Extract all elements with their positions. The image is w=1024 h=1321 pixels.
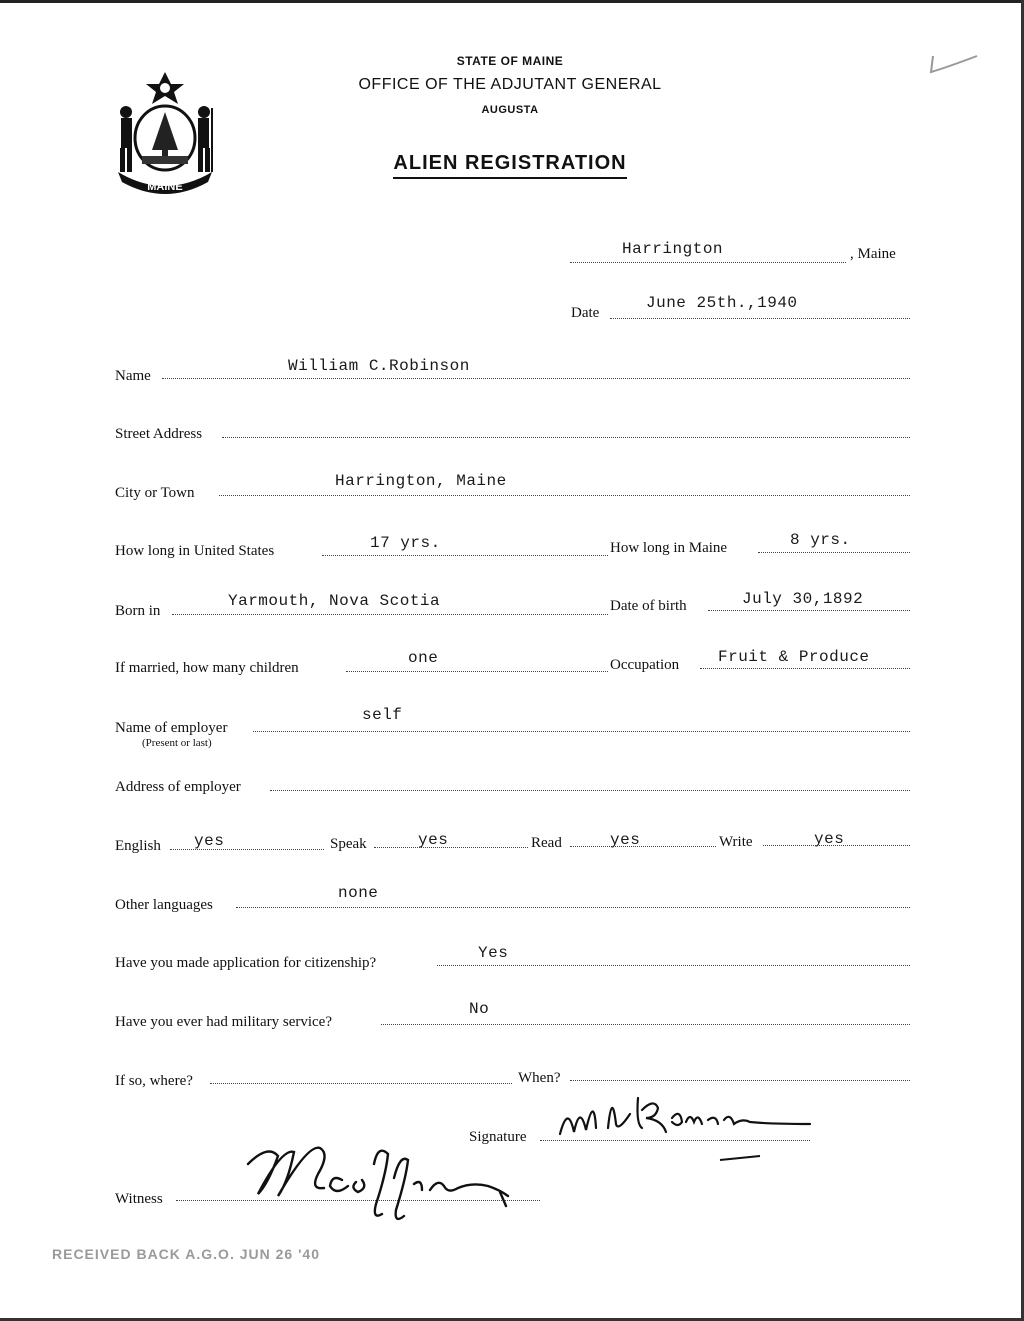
speak-label: Speak — [330, 836, 367, 852]
occupation-value: Fruit & Produce — [718, 648, 870, 666]
how-long-us-value: 17 yrs. — [370, 534, 441, 552]
other-languages-dots — [236, 907, 910, 908]
how-long-maine-label: How long in Maine — [610, 540, 728, 556]
date-label: Date — [571, 305, 600, 321]
state-seal-icon — [112, 68, 218, 196]
military-value: No — [469, 1000, 490, 1018]
military-label: Have you ever had military service? — [115, 1014, 332, 1030]
read-dots — [570, 846, 716, 847]
military-dots — [381, 1024, 910, 1025]
form-title: ALIEN REGISTRATION — [300, 152, 720, 175]
born-in-label: Born in — [115, 603, 161, 619]
location-town-value: Harrington — [622, 240, 724, 258]
header-office: OFFICE OF THE ADJUTANT GENERAL — [358, 76, 662, 93]
date-of-birth-value: July 30,1892 — [742, 590, 864, 608]
city-value: Harrington, Maine — [335, 472, 507, 490]
english-label: English — [115, 838, 161, 854]
street-address-dots — [222, 437, 910, 438]
when-dots — [570, 1080, 910, 1081]
other-languages-value: none — [338, 884, 379, 902]
check-mark-icon — [925, 48, 985, 78]
how-long-maine-value: 8 yrs. — [790, 531, 851, 549]
name-value: William C.Robinson — [288, 357, 470, 375]
citizenship-label: Have you made application for citizenship? — [115, 955, 377, 971]
date-of-birth-dots — [708, 610, 910, 611]
how-long-us-label: How long in United States — [115, 543, 275, 559]
city-dots — [219, 495, 910, 496]
where-label: If so, where? — [115, 1073, 193, 1089]
children-label: If married, how many children — [115, 660, 299, 676]
where-dots — [210, 1083, 512, 1084]
employer-sublabel: (Present or last) — [142, 737, 212, 749]
street-address-label: Street Address — [115, 426, 203, 442]
employer-dots — [253, 731, 910, 732]
signature-label: Signature — [469, 1129, 527, 1145]
location-state-label: , Maine — [850, 246, 896, 262]
header-city: AUGUSTA — [481, 104, 539, 116]
children-value: one — [408, 649, 439, 667]
children-dots — [346, 671, 608, 672]
date-of-birth-label: Date of birth — [610, 598, 687, 614]
witness-label: Witness — [115, 1191, 163, 1207]
date-dots — [610, 318, 910, 319]
name-dots — [162, 378, 910, 379]
received-stamp: RECEIVED BACK A.G.O. JUN 26 '40 — [52, 1246, 320, 1262]
how-long-maine-dots — [758, 552, 910, 553]
how-long-us-dots — [322, 555, 608, 556]
signature-handwriting — [550, 1084, 820, 1174]
when-label: When? — [518, 1070, 561, 1086]
occupation-dots — [700, 668, 910, 669]
date-value: June 25th.,1940 — [646, 294, 798, 312]
location-dots — [570, 262, 846, 263]
read-label: Read — [531, 835, 562, 851]
employer-label: Name of employer — [115, 720, 228, 736]
svg-text:MAINE: MAINE — [147, 181, 183, 193]
english-value: yes — [194, 832, 225, 850]
citizenship-dots — [437, 965, 910, 966]
city-label: City or Town — [115, 485, 195, 501]
header-state: STATE OF MAINE — [456, 54, 564, 68]
employer-value: self — [362, 706, 403, 724]
other-languages-label: Other languages — [115, 897, 213, 913]
name-label: Name — [115, 368, 151, 384]
write-label: Write — [719, 834, 753, 850]
born-in-value: Yarmouth, Nova Scotia — [228, 592, 441, 610]
read-value: yes — [610, 831, 641, 849]
citizenship-value: Yes — [478, 944, 509, 962]
page-border-top — [0, 0, 1024, 3]
employer-address-label: Address of employer — [115, 779, 241, 795]
speak-value: yes — [418, 831, 449, 849]
employer-address-dots — [270, 790, 910, 791]
speak-dots — [374, 847, 528, 848]
write-value: yes — [814, 830, 845, 848]
witness-signature-handwriting — [238, 1134, 528, 1234]
occupation-label: Occupation — [610, 657, 680, 673]
born-in-dots — [172, 614, 608, 615]
